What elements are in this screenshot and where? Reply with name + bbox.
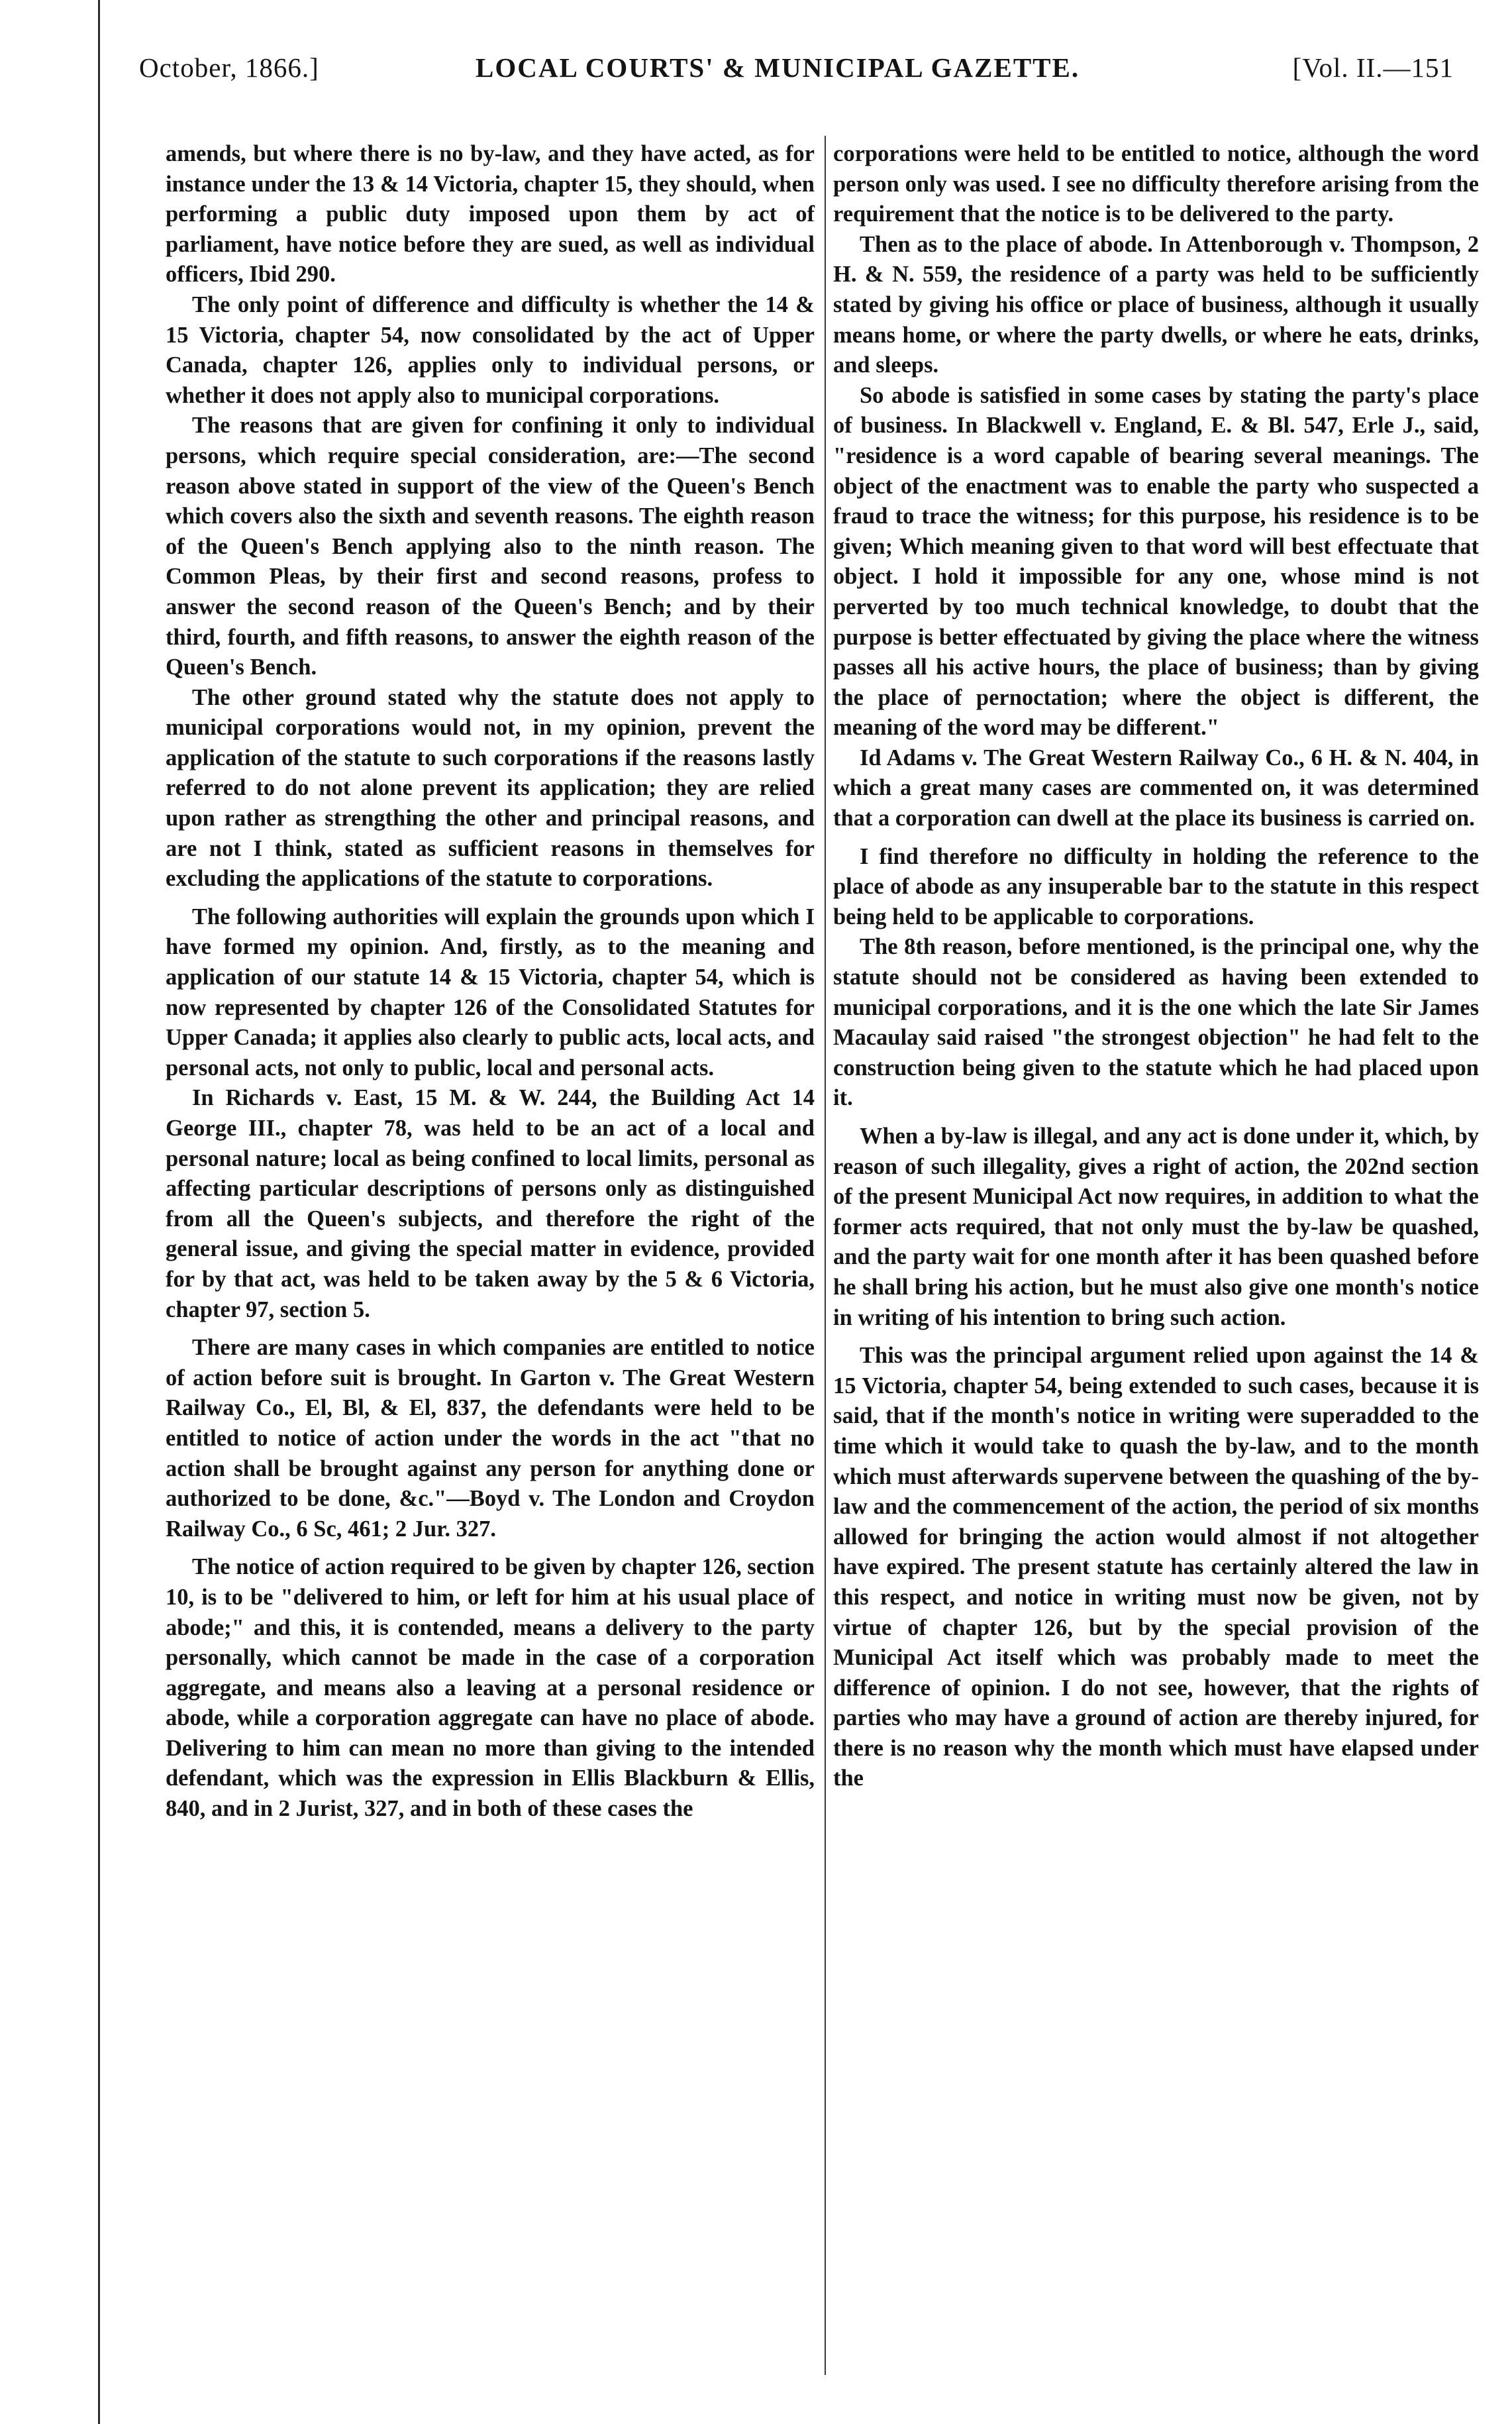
paragraph: The other ground stated why the statute does not apply to municipal corporations would not, in my opinion, prevent the application of the statute to such corporations if the reasons lastly referred to do not alone prevent its application; they are relied upon rather as strengthing the other and principal reasons, and are not I think, stated as sufficient reasons in themselves for excluding the applications of the statute to corporations. (166, 684, 815, 892)
paragraph: Id Adams v. The Great Western Railway Co., 6 H. & N. 404, in which a great many cases are commented on, it was determined that a corporation can dwell at the place its business is carried on. (833, 745, 1479, 831)
paragraph: When a by-law is illegal, and any act is done under it, which, by reason of such illegality, gives a right of action, the 202nd section of the present Municipal Act now requires, in addition to what the former acts required, that not only must the by-law be quashed, and the party wait for one month after it has been quashed before he shall bring his action, but he must also give one month's notice in writing of his intention to bring such action. (833, 1124, 1479, 1330)
column-divider (825, 136, 826, 2375)
paragraph: So abode is satisfied in some cases by stating the party's place of business. In Blackwell v. England, E. & Bl. 547, Erle J., said, "residence is a word capable of bearing several meanings. The object of the enactment was to enable the party who suspected a fraud to trace the witness; for this purpose, his residence is to be given; Which meaning given to that word will best effectuate that object. I hold it impossible for any one, whose mind is not perverted by too much technical knowledge, to doubt that the purpose is better effectuated by giving the place where the witness passes all his active hours, the place of business; than by giving the place of pernoctation; where the object is different, the meaning of the word may be different." (833, 382, 1479, 741)
paragraph: I find therefore no difficulty in holding the reference to the place of abode as any insuperable bar to the statute in this respect being held to be applicable to corporations. (833, 843, 1479, 929)
header-title: LOCAL COURTS' & MUNICIPAL GAZETTE. (476, 52, 1080, 83)
paragraph: Then as to the place of abode. In Attenborough v. Thompson, 2 H. & N. 559, the residence of a party was held to be sufficiently stated by giving his office or place of business, although it usually means home, or where the party dwells, or where he eats, drinks, and sleeps. (833, 231, 1479, 378)
paragraph: In Richards v. East, 15 M. & W. 244, the Building Act 14 George III., chapter 78, was held to be an act of a local and personal nature; local as being confined to local limits, personal as affecting particular descriptions of persons only as distinguished from all the Queen's subjects, and therefore the right of the general issue, and giving the special matter in evidence, provided for by that act, was held to be taken away by the 5 & 6 Victoria, chapter 97, section 5. (166, 1085, 815, 1322)
paragraph: corporations were held to be entitled to notice, although the word person only was used. I see no difficulty therefore arising from the requirement that the notice is to be delivered to the party. (833, 141, 1479, 227)
left-column (166, 139, 815, 1824)
header-date: October, 1866.] (139, 52, 319, 83)
paragraph: This was the principal argument relied upon against the 14 & 15 Victoria, chapter 54, being extended to such cases, because it is said, that if the month's notice in writing were superadded to the time which it would take to quash the by-law, and to the month which must afterwards supervene between the quashing of the by-law and the commencement of the action, the period of six months allowed for bringing the action would almost if not altogether have expired. The present statute has certainly altered the law in this respect, and notice in writing must now be given, not by virtue of chapter 126, but by the special provision of the Municipal Act itself which was probably made to meet the difference of opinion. I do not see, however, that the rights of parties who may have a ground of action are thereby injured, for there is no reason why the month which must have elapsed under the (833, 1343, 1479, 1791)
binding-margin-rule (98, 0, 100, 2424)
paragraph: The reasons that are given for confining it only to individual persons, which require special consideration, are:—The second reason above stated in support of the view of the Queen's Bench which covers also the sixth and seventh reasons. The eighth reason of the Queen's Bench applying also to the ninth reason. The Common Pleas, by their first and second reasons, profess to answer the second reason of the Queen's Bench; and by their third, fourth, and fifth reasons, to answer the eighth reason of the Queen's Bench. (166, 413, 815, 680)
paragraph: amends, but where there is no by-law, and they have acted, as for instance under the 13 & 14 Victoria, chapter 15, they should, when performing a public duty imposed upon them by act of parliament, have notice before they are sued, as well as individual officers, Ibid 290. (166, 141, 815, 288)
header-volume-page: [Vol. II.—151 (1292, 52, 1454, 83)
paragraph: The following authorities will explain the grounds upon which I have formed my opinion. And, firstly, as to the meaning and application of our statute 14 & 15 Victoria, chapter 54, which is now represented by chapter 126 of the Consolidated Statutes for Upper Canada; it applies also clearly to public acts, local acts, and personal acts, not only to public, local and personal acts. (166, 904, 815, 1080)
paragraph: The notice of action required to be given by chapter 126, section 10, is to be "delivered to him, or left for him at his usual place of abode;" and this, it is contended, means a delivery to the party personally, which cannot be made in the case of a corporation aggregate, and means also a leaving at a personal residence or abode, while a corporation aggregate can have no place of abode. Delivering to him can mean no more than giving to the intended defendant, which was the expression in Ellis Blackburn & Ellis, 840, and in 2 Jurist, 327, and in both of these cases the (166, 1554, 815, 1822)
paragraph: The only point of difference and difficulty is whether the 14 & 15 Victoria, chapter 54, now consolidated by the act of Upper Canada, chapter 126, applies only to individual persons, or whether it does not apply also to municipal corporations. (166, 291, 815, 408)
right-column (833, 139, 1479, 1794)
page-header (139, 52, 1454, 98)
paragraph: There are many cases in which companies are entitled to notice of action before suit is brought. In Garton v. The Great Western Railway Co., El, Bl, & El, 837, the defendants were held to be entitled to notice of action under the words in the act "that no action shall be brought against any person for anything done or authorized to be done, &c."—Boyd v. The London and Croydon Railway Co., 6 Sc, 461; 2 Jur. 327. (166, 1335, 815, 1542)
paragraph: The 8th reason, before mentioned, is the principal one, why the statute should not be considered as having been extended to municipal corporations, and it is the one which the late Sir James Macaulay said raised "the strongest objection" he had felt to the construction being given to the statute which he had placed upon it. (833, 934, 1479, 1111)
